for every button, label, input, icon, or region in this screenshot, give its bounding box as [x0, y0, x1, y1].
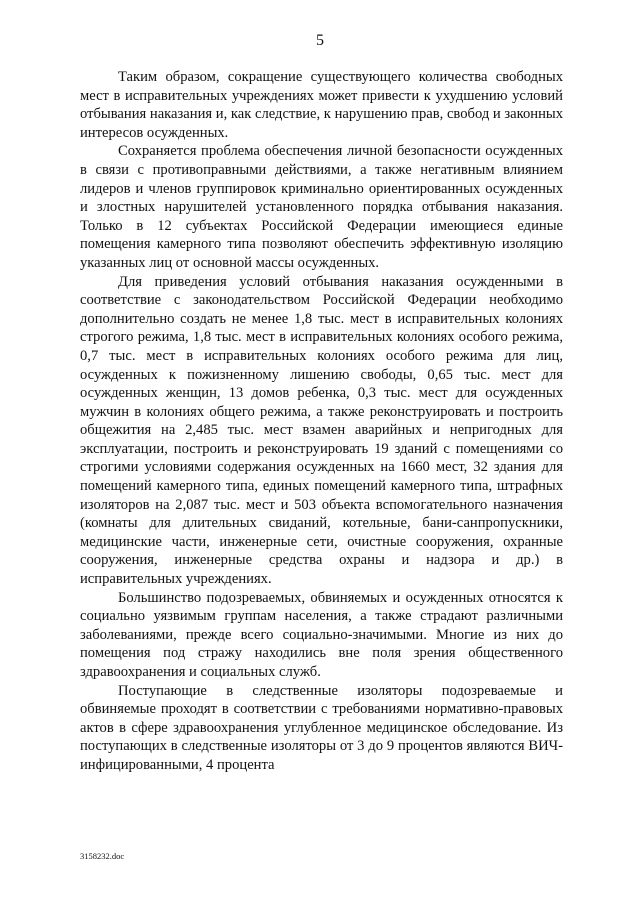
paragraph-4: Большинство подозреваемых, обвиняемых и осужденных относятся к социально уязвимым группам населения, а также страдают различными заболеваниями, прежде всего социально-значимыми. Многие из них до помещения под стражу находились вне поля зрения общественного здравоохранения и социальных служб. [80, 589, 563, 680]
paragraph-5: Поступающие в следственные изоляторы подозреваемые и обвиняемые проходят в соответствии с требованиями нормативно-правовых актов в сфере здравоохранения углубленное медицинское обследование. Из поступающих в следственные изоляторы от 3 до 9 процентов являются ВИЧ-инфицированными, 4 процента [80, 682, 563, 773]
footer-filename: 3158232.doc [80, 851, 125, 861]
paragraph-1: Таким образом, сокращение существующего количества свободных мест в исправительных учреждениях может привести к ухудшению условий отбывания наказания и, как следствие, к нарушению прав, свобод и законных интересов осужденных. [80, 69, 563, 141]
page-number: 5 [316, 32, 324, 49]
paragraph-2: Сохраняется проблема обеспечения личной безопасности осужденных в связи с противоправными действиями, а также негативным влиянием лидеров и членов группировок криминально ориентированных осужденных и злостных нарушителей установленного порядка отбывания наказания. Только в 12 субъектах Российской Федерации имеющиеся единые помещения камерного типа позволяют обеспечить эффективную изоляцию указанных лиц от основной массы осужденных. [80, 143, 563, 271]
document-body [80, 68, 563, 775]
paragraph-3: Для приведения условий отбывания наказания осужденными в соответствие с законодательством Российской Федерации необходимо дополнительно создать не менее 1,8 тыс. мест в исправительных колониях строгого режима, 1,8 тыс. мест в исправительных колониях особого режима, 0,7 тыс. мест в исправительных колониях особого режима для лиц, осужденных к пожизненному лишению свободы, 0,65 тыс. мест для осужденных женщин, 13 домов ребенка, 0,3 тыс. мест для осужденных мужчин в колониях общего режима, а также реконструировать и построить общежития на 2,485 тыс. мест взамен аварийных и непригодных для эксплуатации, построить и реконструировать 19 зданий с помещениями со строгими условиями содержания осужденных на 1660 мест, 32 здания для помещений камерного типа, единых помещений камерного типа, штрафных изоляторов на 2,087 тыс. мест и 503 объекта вспомогательного назначения (комнаты для длительных свиданий, котельные, бани-санпропускники, медицинские части, инженерные сети, очистные сооружения, охранные сооружения, инженерные средства охраны и надзора и др.) в исправительных учреждениях. [80, 273, 563, 588]
